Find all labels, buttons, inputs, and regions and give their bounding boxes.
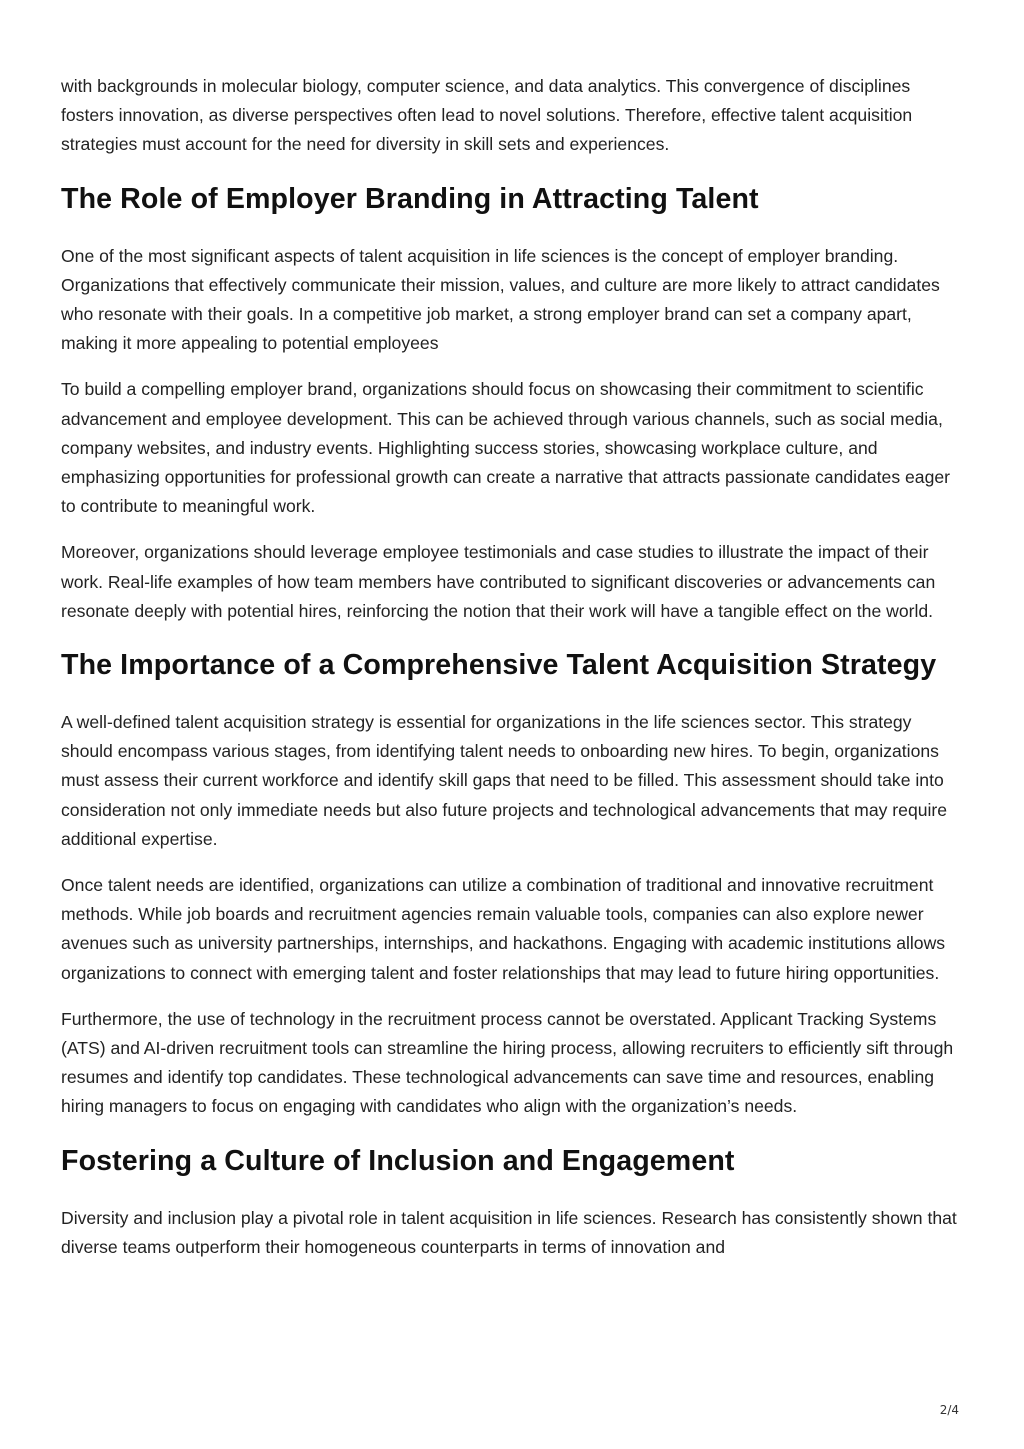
page-number: 2/4 [939, 1403, 959, 1417]
paragraph-employee-testimonials: Moreover, organizations should leverage employee testimonials and case studies to illustrate the impact of their work. Real-life examples of how team members have contributed to significant discoveries or advancements can resonate deeply with potential hires, reinforcing the notion that their work will have a tangible effect on the world. [61, 542, 936, 621]
paragraph-build-employer-brand: To build a compelling employer brand, organizations should focus on showcasing their commitment to scientific advancement and employee development. This can be achieved through various channels, such as social media, company websites, and industry events. Highlighting success stories, showcasing workplace culture, and emphasizing opportunities for professional growth can create a narrative that attracts passionate candidates eager to contribute to meaningful work. [61, 379, 950, 517]
heading-talent-acquisition-strategy: The Importance of a Comprehensive Talent Acquisition Strategy [61, 649, 937, 682]
paragraph-recruitment-methods: Once talent needs are identified, organizations can utilize a combination of traditional and innovative recruitment methods. While job boards and recruitment agencies remain valuable tools, companies can also explore newer avenues such as university partnerships, internships, and hackathons. Engaging with academic institutions allows organizations to connect with emerging talent and foster relationships that may lead to future hiring opportunities. [61, 875, 946, 983]
heading-inclusion-engagement: Fostering a Culture of Inclusion and Engagement [61, 1144, 735, 1177]
heading-employer-branding: The Role of Employer Branding in Attracting Talent [61, 182, 759, 215]
paragraph-employer-branding-concept: One of the most significant aspects of talent acquisition in life sciences is the concept of employer branding. Organizations that effectively communicate their mission, values, and culture are more likely to attract candidates who resonate with their goals. In a competitive job market, a strong employer brand can set a company apart, making it more appealing to potential employees [61, 245, 940, 354]
paragraph-diversity-inclusion: Diversity and inclusion play a pivotal role in talent acquisition in life sciences. Research has consistently shown that diverse teams outperform their homogeneous counterparts in terms of innovation and [61, 1207, 957, 1257]
paragraph-strategy-definition: A well-defined talent acquisition strategy is essential for organizations in the life sciences sector. This strategy should encompass various stages, from identifying talent needs to onboarding new hires. To begin, organizations must assess their current workforce and identify skill gaps that need to be filled. This assessment should take into consideration not only immediate needs but also future projects and technological advancements that may require additional expertise. [61, 712, 948, 849]
document-body [61, 72, 966, 1279]
paragraph-diversity-intro: with backgrounds in molecular biology, computer science, and data analytics. This convergence of disciplines fosters innovation, as diverse perspectives often lead to novel solutions. Therefore, effective talent acquisition strategies must account for the need for diversity in skill sets and experiences. [61, 76, 913, 155]
paragraph-recruitment-technology: Furthermore, the use of technology in the recruitment process cannot be overstated. Applicant Tracking Systems (ATS) and AI-driven recruitment tools can streamline the hiring process, allowing recruiters to efficiently sift through resumes and identify top candidates. These technological advancements can save time and resources, enabling hiring managers to focus on engaging with candidates who align with the organization’s needs. [61, 1008, 954, 1117]
